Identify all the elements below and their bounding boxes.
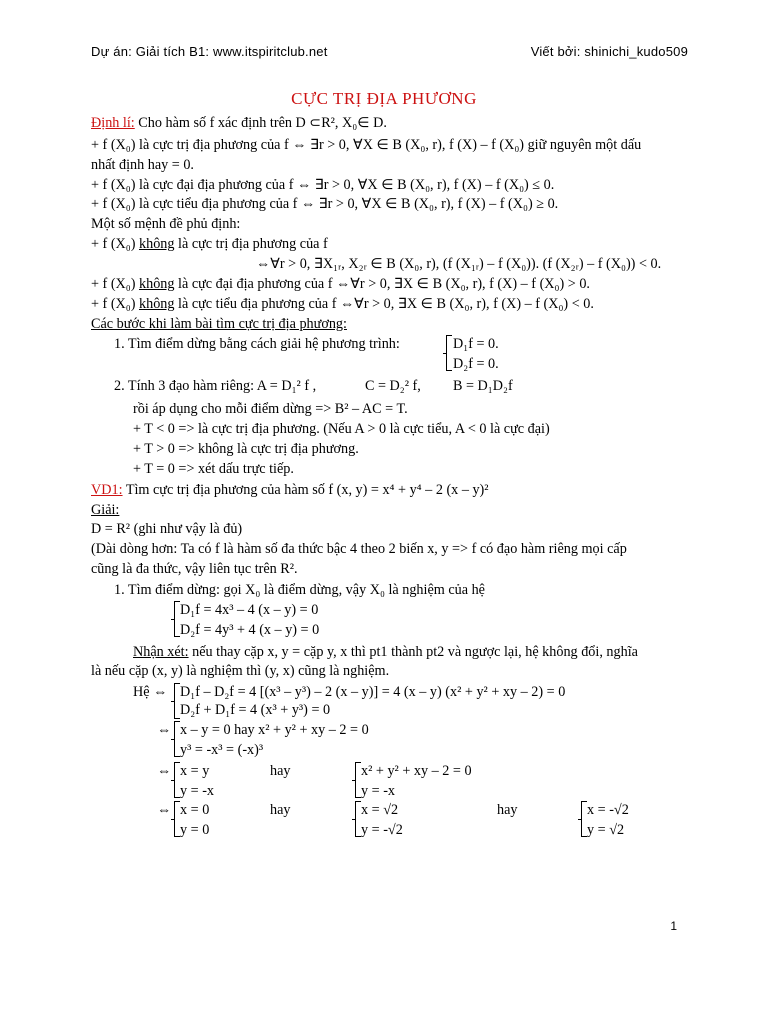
equation: y = -√2 [361,822,403,838]
step-2: 2. Tính 3 đạo hàm riêng: A = D₁² f , [114,378,317,394]
equation: D₁f = 0. [453,336,499,352]
text-line: + f (X₀) không là cực tiểu địa phương của f ⇔∀r > 0, ∃X ∈ B (X₀, r), f (X) – f (X₀) < 0. [91,296,594,312]
page-title: CỰC TRỊ ĐỊA PHƯƠNG [291,89,477,108]
equation: x = -√2 [587,802,629,818]
page-header-left: Dự án: Giải tích B1: www.itspiritclub.net [91,44,328,59]
text-line: + T > 0 => không là cực trị địa phương. [133,441,359,457]
equivalence-symbol: ⇔ [157,722,172,738]
equation: D₂f + D₁f = 4 (x³ + y³) = 0 [180,702,331,718]
equation: D₁f – D₂f = 4 [(x³ – y³) – 2 (x – y)] = 4 (x – y) (x² + y² + xy – 2) = 0 [180,684,566,700]
text-line: nhất định hay = 0. [91,157,194,173]
system-label: Hệ ⇔ [133,684,168,700]
equation: y = -x [180,783,215,799]
equation: y = -x [361,783,396,799]
text-line: hay [270,763,291,779]
equation: y³ = -x³ = (-x)³ [180,742,264,758]
text-line: + f (X₀) là cực đại địa phương của f ⇔ ∃r > 0, ∀X ∈ B (X₀, r), f (X) – f (X₀) ≤ 0. [91,177,555,193]
equation: x = 0 [180,802,210,818]
example-line: VD1: Tìm cực trị địa phương của hàm số f (x, y) = x⁴ + y⁴ – 2 (x – y)² [91,482,489,498]
step-1: 1. Tìm điểm dừng: gọi X₀ là điểm dừng, vậy X₀ là nghiệm của hệ [114,582,485,598]
equation: y = 0 [180,822,210,838]
page-header-right: Viết bởi: shinichi_kudo509 [530,44,688,59]
step-1: 1. Tìm điểm dừng bằng cách giải hệ phương trình: [114,336,400,352]
text-line: hay [497,802,518,818]
equation: D₂f = 4y³ + 4 (x – y) = 0 [180,622,320,638]
equation: x = √2 [361,802,399,818]
theorem-line: Định lí: Cho hàm số f xác định trên D ⊂R², X₀∈ D. [91,115,387,131]
remark-line: Nhận xét: nếu thay cặp x, y = cặp y, x thì pt1 thành pt2 và ngược lại, hệ không đổi, nghĩa [133,644,638,660]
equivalence-symbol: ⇔ [157,802,172,818]
text-line: hay [270,802,291,818]
text-line: + f (X₀) là cực trị địa phương của f ⇔ ∃r > 0, ∀X ∈ B (X₀, r), f (X) – f (X₀) giữ nguyên một dấu [91,137,642,153]
page-number: 1 [670,919,677,933]
equation: B = D₁D₂f [453,378,513,394]
section-heading: Các bước khi làm bài tìm cực trị địa phương: [91,316,347,332]
text-line: rồi áp dụng cho mỗi điểm dừng => B² – AC = T. [133,401,408,417]
solution-label: Giải: [91,502,120,518]
equation: x = y [180,763,210,779]
equation: C = D₂² f, [365,378,421,394]
text-line: + T < 0 => là cực trị địa phương. (Nếu A > 0 là cực tiểu, A < 0 là cực đại) [133,421,550,437]
text-line: ⇔∀r > 0, ∃X₁ᵣ, X₂ᵣ ∈ B (X₀, r), (f (X₁ᵣ) – f (X₀)). (f (X₂ᵣ) – f (X₀)) < 0. [256,256,662,272]
text-line: Một số mệnh đề phủ định: [91,216,241,232]
equation: D₁f = 4x³ – 4 (x – y) = 0 [180,602,319,618]
text-line: là nếu cặp (x, y) là nghiệm thì (y, x) cũng là nghiệm. [91,663,390,679]
equation: D₂f = 0. [453,356,499,372]
equation: x – y = 0 hay x² + y² + xy – 2 = 0 [180,722,369,738]
equation: x² + y² + xy – 2 = 0 [361,763,472,779]
text-line: cũng là đa thức, vậy liên tục trên R². [91,561,298,577]
text-line: + f (X₀) không là cực đại địa phương của f ⇔∀r > 0, ∃X ∈ B (X₀, r), f (X) – f (X₀) > 0. [91,276,590,292]
text-line: D = R² (ghi như vậy là đủ) [91,521,243,537]
text-line: + f (X₀) là cực tiểu địa phương của f ⇔ ∃r > 0, ∀X ∈ B (X₀, r), f (X) – f (X₀) ≥ 0. [91,196,559,212]
text-line: + f (X₀) không là cực trị địa phương của f [91,236,328,252]
equation: y = √2 [587,822,625,838]
brace [446,335,452,371]
text-line: + T = 0 => xét dấu trực tiếp. [133,461,294,477]
text-line: (Dài dòng hơn: Ta có f là hàm số đa thức bậc 4 theo 2 biến x, y => f có đạo hàm riêng mọi cấp [91,541,627,557]
equivalence-symbol: ⇔ [157,763,172,779]
